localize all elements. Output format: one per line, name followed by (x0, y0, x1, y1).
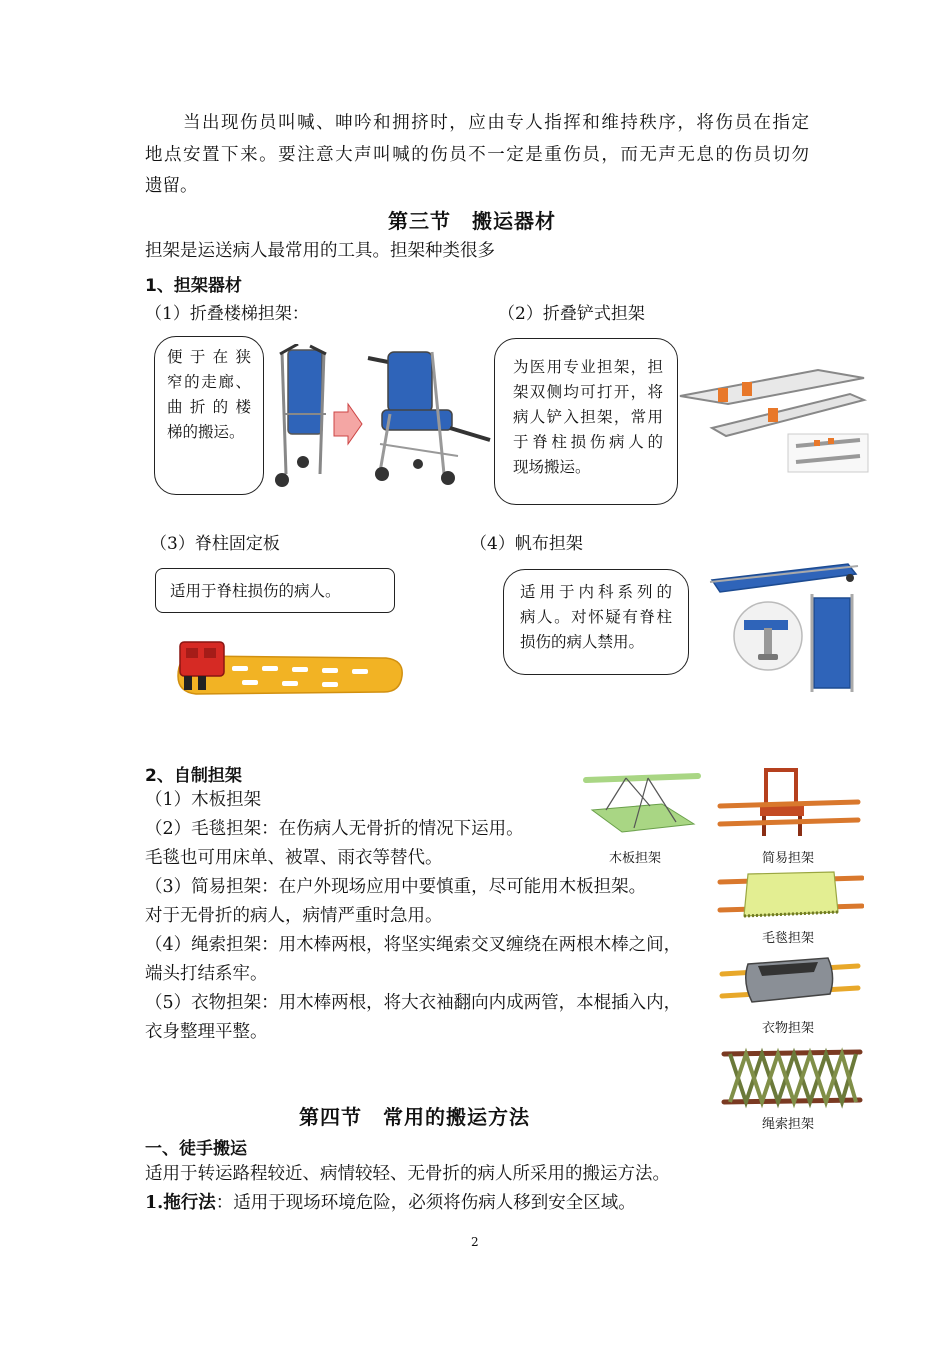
folded-stair-chair-illustration (275, 344, 326, 487)
rope-stretcher-illustration (724, 1052, 860, 1102)
section-3-intro: 担架是运送病人最常用的工具。担架种类很多 (145, 241, 495, 261)
caption-simple-stretcher: 简易担架 (761, 851, 814, 866)
item-2-desc-line: 病人铲入担架，常用 (513, 408, 663, 426)
item-2-desc-line: 为医用专业担架，担 (513, 358, 663, 376)
item-1-label: （1）折叠楼梯担架： (145, 304, 309, 324)
item-1-desc-line: 窄的走廊、 (167, 373, 251, 391)
blanket-stretcher-image (716, 864, 864, 922)
item-3-desc-box (155, 568, 395, 613)
caption-clothes-stretcher: 衣物担架 (761, 1021, 814, 1036)
unfolded-stair-chair-illustration (368, 352, 490, 485)
item-4-desc-line: 损伤的病人禁用。 (520, 633, 645, 651)
clothes-stretcher-image (718, 952, 862, 1012)
caption-blanket-stretcher: 毛毯担架 (761, 931, 814, 946)
canvas-stretcher-illustration (710, 564, 858, 592)
diy-line-7: 端头打结系牢。 (145, 964, 268, 984)
diy-line-1: （1）木板担架 (145, 790, 262, 810)
page-number: 2 (471, 1235, 479, 1249)
section-4-title: 第四节 常用的搬运方法 (299, 1105, 530, 1129)
diy-line-5: 对于无骨折的病人，病情严重时急用。 (145, 906, 443, 926)
item-1-desc-line: 梯的搬运。 (167, 423, 245, 441)
caption-wood-stretcher: 木板担架 (608, 851, 661, 866)
diy-line-4: （3）简易担架：在户外现场应用中要慎重，尽可能用木板担架。 (145, 877, 647, 897)
item-4-desc-line: 适用于内科系列的 (520, 583, 672, 601)
item-4-label: （4）帆布担架 (470, 534, 583, 554)
clothes-stretcher-illustration (722, 958, 858, 1002)
diy-line-6: （4）绳索担架：用木棒两根，将坚实绳索交叉缠绕在两根木棒之间， (145, 935, 682, 955)
wood-stretcher-illustration (586, 776, 698, 832)
diy-line-9: 衣身整理平整。 (145, 1022, 268, 1042)
scoop-stretcher-illustration (680, 370, 864, 436)
caption-rope-stretcher: 绳索担架 (761, 1117, 814, 1132)
simple-stretcher-image (714, 766, 862, 838)
blanket-stretcher-illustration (720, 872, 862, 916)
subsection-1-heading: 1、担架器材 (145, 276, 242, 296)
intro-line-2: 地点安置下来。要注意大声叫喊的伤员不一定是重伤员，而无声无息的伤员切勿 (145, 145, 809, 165)
diy-line-3: 毛毯也可用床单、被罩、雨衣等替代。 (145, 848, 443, 868)
item-4-desc-bubble (503, 569, 689, 675)
item-2-desc-line: 现场搬运。 (513, 458, 591, 476)
section-3-title: 第三节 搬运器材 (388, 209, 556, 233)
rope-stretcher-image (720, 1044, 864, 1110)
item-4-desc-line: 病人。对怀疑有脊柱 (520, 608, 672, 626)
stretcher-leg-closeup (734, 602, 802, 670)
diy-line-2: （2）毛毯担架：在伤病人无骨折的情况下运用。 (145, 819, 524, 839)
item-2-label: （2）折叠铲式担架 (498, 304, 645, 324)
simple-stretcher-illustration (720, 770, 858, 836)
item-1-desc-bubble (154, 336, 264, 495)
item-2-desc-line: 架双侧均可打开，将 (513, 383, 663, 401)
drag-method-desc: ：适用于现场环境危险，必须将伤病人移到安全区域。 (215, 1193, 636, 1213)
drag-method-label: 1.拖行法 (145, 1193, 216, 1213)
section-4-subheading: 一、徒手搬运 (145, 1139, 247, 1159)
item-3-label: （3）脊柱固定板 (150, 534, 280, 554)
canvas-stretcher-images (708, 558, 864, 698)
spine-board-image (172, 636, 406, 698)
item-1-desc-line: 曲折的楼 (167, 398, 251, 416)
section-4-line-2 (145, 1188, 636, 1219)
intro-line-1: 当出现伤员叫喊、呻吟和拥挤时，应由专人指挥和维持秩序，将伤员在指定 (183, 113, 809, 133)
item-3-desc-line: 适用于脊柱损伤的病人。 (170, 582, 341, 600)
item-2-desc-bubble (494, 338, 678, 505)
diy-line-8: （5）衣物担架：用木棒两根，将大衣袖翻向内成两管，本棍插入内， (145, 993, 682, 1013)
stair-chair-images (268, 344, 498, 494)
item-2-desc-line: 于脊柱损伤病人的 (513, 433, 663, 451)
item-1-desc-line: 便于在狭 (167, 348, 251, 366)
subsection-2-heading: 2、自制担架 (145, 766, 242, 786)
intro-line-3: 遗留。 (145, 176, 198, 196)
scoop-stretcher-images (678, 362, 870, 474)
section-4-line-1: 适用于转运路程较近、病情较轻、无骨折的病人所采用的搬运方法。 (145, 1164, 670, 1184)
arrow-icon (334, 404, 362, 444)
wood-stretcher-image (582, 770, 702, 836)
scoop-stretcher-thumbnail (788, 434, 868, 472)
folded-canvas-stretcher-illustration (812, 594, 852, 692)
